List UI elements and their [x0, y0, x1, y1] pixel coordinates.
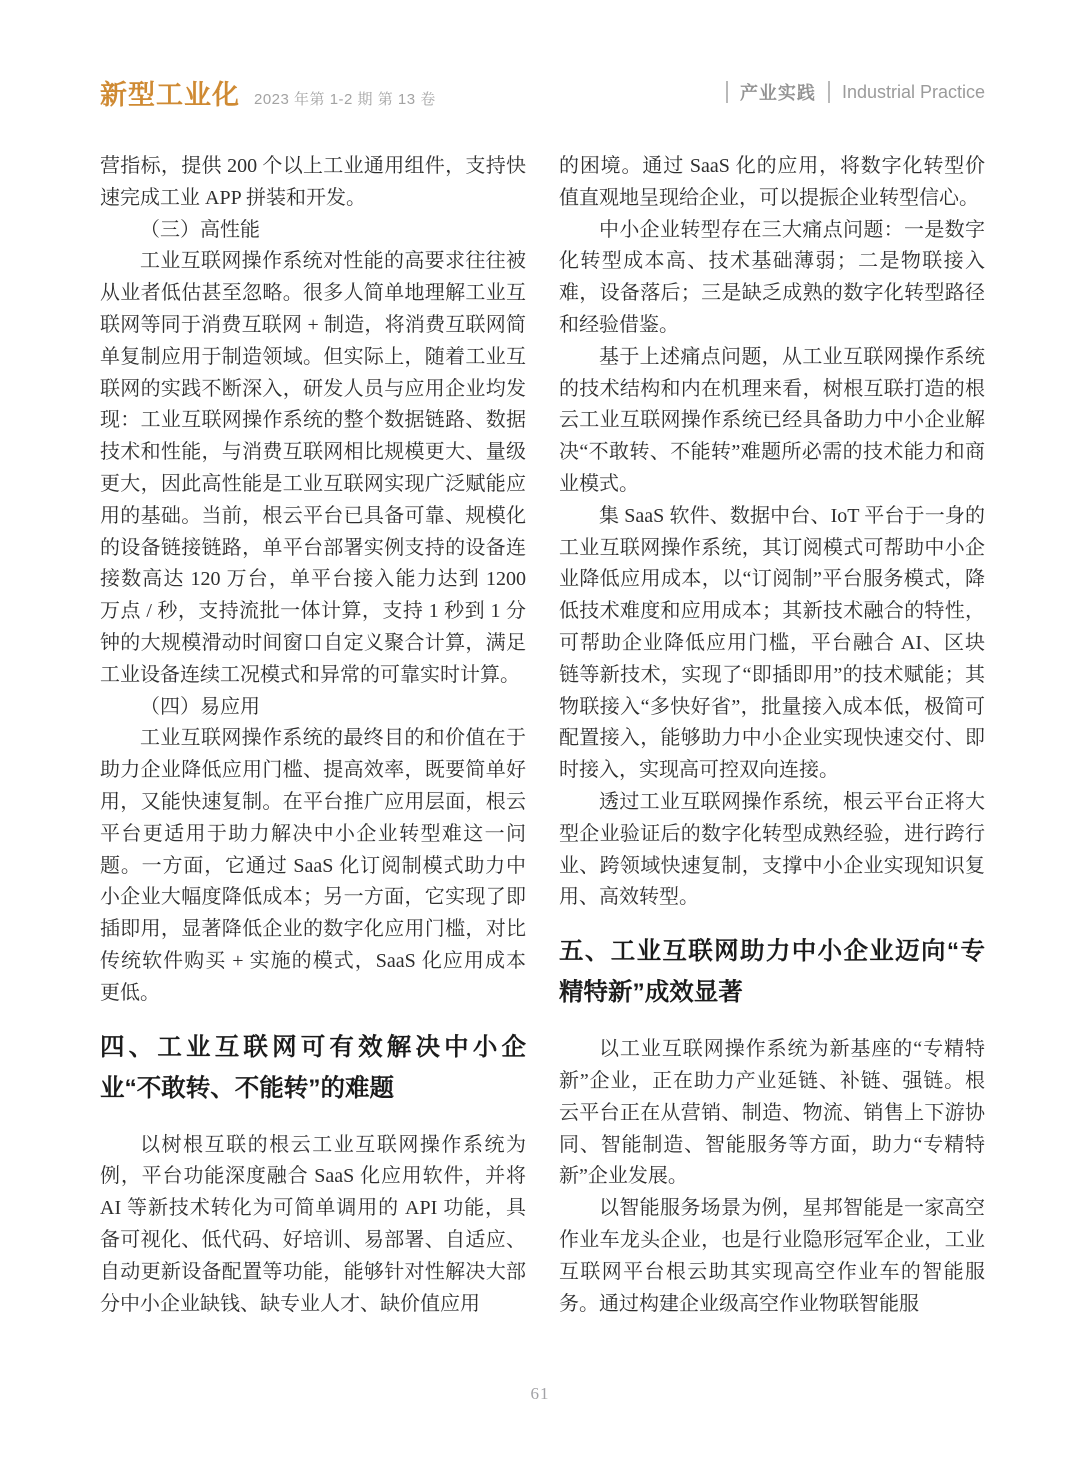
paragraph-based-on-pain-points: 基于上述痛点问题，从工业互联网操作系统的技术结构和内在机理来看，树根互联打造的根云工业互联网操作系统已经具备助力中小企业解决“不敢转、不能转”难题所必需的技术能力和商业模式。 [559, 345, 985, 495]
page-header [100, 74, 985, 110]
header-right [726, 79, 985, 105]
column-label-cn: 产业实践 [739, 83, 816, 103]
header-left [100, 73, 436, 112]
paragraph-continued: 营指标，提供 200 个以上工业通用组件，支持快速完成工业 APP 拼装和开发。 [100, 155, 526, 209]
section-heading-5: 五、工业互联网助力中小企业迈向“专精特新”成效显著 [559, 938, 985, 1007]
right-column [559, 151, 985, 1320]
paragraph-performance: 工业互联网操作系统对性能的高要求往往被从业者低估甚至忽略。很多人简单地理解工业互联网等同于消费互联网 + 制造，将消费互联网简单复制应用于制造领域。但实际上，随着工业互联网的实践不断深入，研发人员与应用企业均发现：工业互联网操作系统的整个数据链路、数据技术和性能，与消费互联网相比规模更大、量级更大，因此高性能是工业互联网实现广泛赋能应用的基础。当前，根云平台已具备可靠、规模化的设备链接链路，单平台部署实例支持的设备连接数高达 120 万台，单平台接入能力达到 1200 万点 / 秒，支持流批一体计算，支持 1 秒到 1 分钟的大规模滑动时间窗口自定义聚合计算，满足工业设备连续工况模式和异常的可靠实时计算。 [100, 250, 526, 686]
issue-info: 2023 年第 1-2 期 第 13 卷 [254, 90, 436, 108]
header-divider [828, 81, 830, 103]
paragraph-saas-iot-platform: 集 SaaS 软件、数据中台、IoT 平台于一身的工业互联网操作系统，其订阅模式可帮助中小企业降低应用成本，以“订阅制”平台服务模式，降低技术难度和应用成本；其新技术融合的特性，可帮助企业降低应用门槛，平台融合 AI、区块链等新技术，实现了“即插即用”的技术赋能；其物联接入“多快好省”，批量接入成本低，极简可配置接入，能够助力中小企业实现快速交付、即时接入，实现高可控双向连接。 [559, 504, 985, 782]
article-body [100, 151, 985, 1320]
paragraph-section4: 以树根互联的根云工业互联网操作系统为例，平台功能深度融合 SaaS 化应用软件，并将 AI 等新技术转化为可简单调用的 API 功能，具备可视化、低代码、好培训、易部署、自适应、自动更新设备配置等功能，能够针对性解决大部分中小企业缺钱、缺专业人才、缺价值应用 [100, 1133, 526, 1315]
page-footer [0, 1384, 1080, 1404]
column-label-en: Industrial Practice [841, 81, 985, 102]
section-heading-4: 四、工业互联网可有效解决中小企业“不敢转、不能转”的难题 [100, 1033, 526, 1102]
left-column [100, 151, 526, 1320]
page-number: 61 [530, 1384, 550, 1403]
header-divider [726, 81, 728, 103]
paragraph-pain-points: 中小企业转型存在三大痛点问题：一是数字化转型成本高、技术基础薄弱；二是物联接入难，设备落后；三是缺乏成熟的数字化转型路径和经验借鉴。 [559, 218, 985, 336]
journal-logo: 新型工业化 [100, 79, 240, 110]
subsection-heading-3: （三）高性能 [140, 218, 260, 241]
paragraph-easy-apply: 工业互联网操作系统的最终目的和价值在于助力企业降低应用门槛、提高效率，既要简单好用，又能快速复制。在平台推广应用层面，根云平台更适用于助力解决中小企业转型难这一问题。一方面，它通过 SaaS 化订阅制模式助力中小企业大幅度降低成本；另一方面，它实现了即插即用，显著降低企业的数字化应用门槛，对比传统软件购买 + 实施的模式，SaaS 化应用成本更低。 [100, 727, 526, 1004]
paragraph-dilemma: 的困境。通过 SaaS 化的应用，将数字化转型价值直观地呈现给企业，可以提振企业转型信心。 [559, 155, 985, 209]
paragraph-replication: 透过工业互联网操作系统，根云平台正将大型企业验证后的数字化转型成熟经验，进行跨行业、跨领域快速复制，支撑中小企业实现知识复用、高效转型。 [559, 790, 985, 909]
paragraph-section5-2: 以智能服务场景为例，星邦智能是一家高空作业车龙头企业，也是行业隐形冠军企业，工业互联网平台根云助其实现高空作业车的智能服务。通过构建企业级高空作业物联智能服 [559, 1197, 985, 1315]
subsection-heading-4: （四）易应用 [140, 695, 260, 718]
paragraph-section5-1: 以工业互联网操作系统为新基座的“专精特新”企业，正在助力产业延链、补链、强链。根云平台正在从营销、制造、物流、销售上下游协同、智能制造、智能服务等方面，助力“专精特新”企业发展。 [559, 1038, 985, 1188]
